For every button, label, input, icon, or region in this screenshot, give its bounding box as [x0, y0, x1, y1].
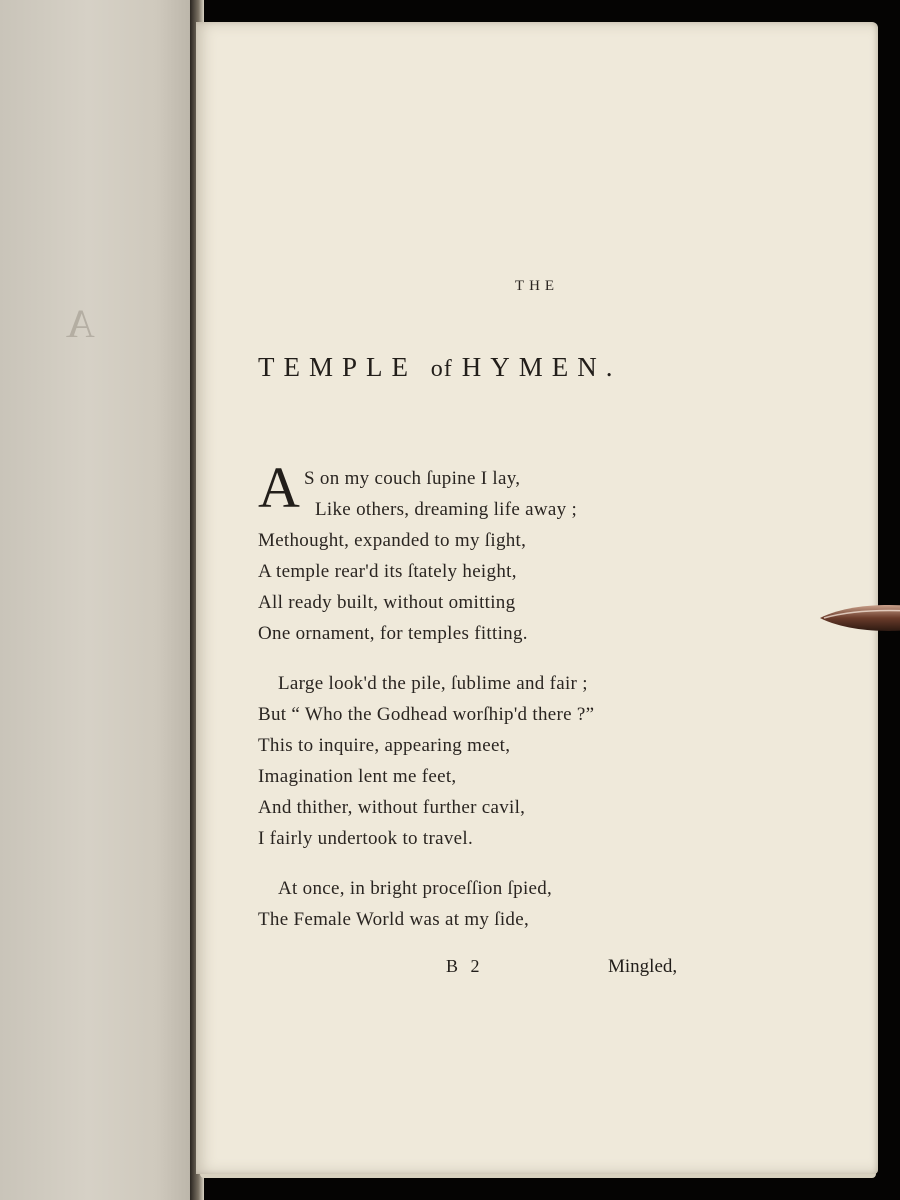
left-facing-page	[0, 0, 196, 1200]
title-the: THE	[514, 278, 560, 294]
verse-line: Imagination lent me feet,	[258, 766, 457, 787]
left-page-show-through: A	[60, 301, 95, 346]
verse-line: Large look'd the pile, ſublime and fair ;	[278, 673, 588, 694]
verse-line: And thither, without further cavil,	[258, 797, 526, 818]
signature-mark: B 2	[446, 956, 484, 976]
verse-line: I fairly undertook to travel.	[258, 828, 473, 849]
title-temple: TEMPLE	[258, 352, 417, 382]
verse-line: Like others, dreaming life away ;	[315, 499, 578, 520]
book-page	[196, 22, 878, 1174]
drop-capital: A	[258, 455, 300, 520]
verse-line: One ornament, for temples fitting.	[258, 623, 528, 644]
verse-line: The Female World was at my ſide,	[258, 909, 530, 930]
verse-line: This to inquire, appearing meet,	[258, 735, 511, 756]
verse-line: All ready built, without omitting	[258, 592, 516, 613]
verse-line: At once, in bright proceſſion ſpied,	[278, 878, 553, 899]
poem-text	[258, 463, 594, 935]
verse-line: Methought, expanded to my ſight,	[258, 530, 527, 551]
verse-line: S on my couch ſupine I lay,	[304, 468, 521, 489]
verse-line: But “ Who the Godhead worſhip'd there ?”	[258, 704, 595, 725]
pointer-tool-icon	[818, 596, 900, 640]
verse-line: A temple rear'd its ſtately height,	[258, 561, 517, 582]
title-hymen: HYMEN.	[461, 352, 622, 382]
title-of: of	[430, 356, 453, 382]
catchword: Mingled,	[608, 956, 678, 977]
title-main	[258, 352, 622, 383]
